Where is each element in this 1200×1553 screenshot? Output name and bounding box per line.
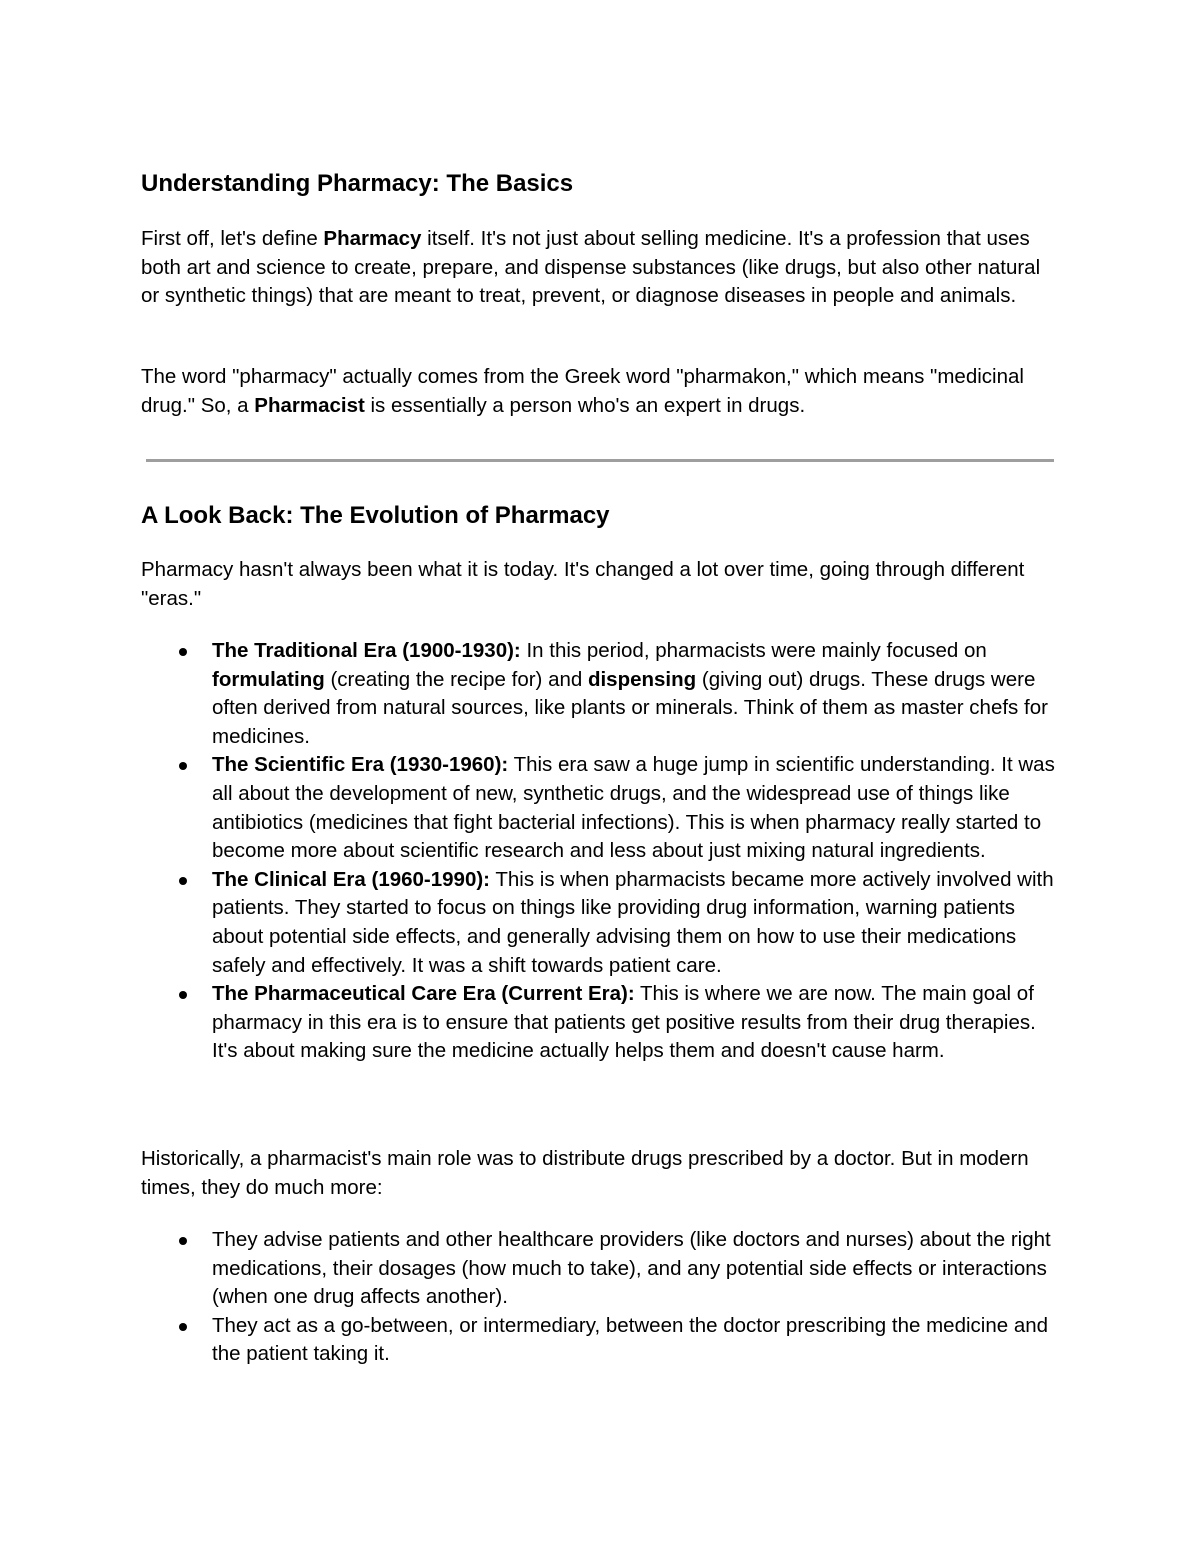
bold-term-pharmacy: Pharmacy <box>323 227 422 250</box>
era-label: The Scientific Era (1930-1960): <box>212 753 509 777</box>
bullet-icon <box>179 648 187 656</box>
roles-list <box>141 1226 1061 1369</box>
list-item-intermediary <box>141 1312 1061 1369</box>
text-run: First off, let's define <box>141 227 324 250</box>
bullet-icon <box>179 1237 187 1245</box>
text-run: This is where we are now. The main goal of pharmacy in this era is to ensure that patients get positive results from their drug therapies. It's about making sure the medicine actually helps them and doesn't cause harm. <box>212 982 1036 1063</box>
horizontal-divider <box>146 459 1054 462</box>
bold-term-formulating: formulating <box>212 667 325 691</box>
text-run: This era saw a huge jump in scientific understanding. It was all about the development of new, synthetic drugs, and the widespread use of things like antibiotics (medicines that fight bacterial infections). This is when pharmacy really started to become more about scientific research and less about just mixing natural ingredients. <box>212 753 1055 863</box>
section-heading-evolution: A Look Back: The Evolution of Pharmacy <box>141 502 610 529</box>
paragraph-historical-role: Historically, a pharmacist's main role was to distribute drugs prescribed by a doctor. But in modern times, they do much more: <box>141 1147 1029 1199</box>
bullet-icon <box>179 762 187 770</box>
text-run: itself. It's not just about selling medicine. It's a profession that uses both art and science to create, prepare, and dispense substances (like drugs, but also other natural or synthetic things) that are meant to treat, prevent, or diagnose diseases in people and animals. <box>141 227 1041 308</box>
list-item-clinical-era <box>141 866 1061 980</box>
text-run: This is when pharmacists became more actively involved with patients. They started to focus on things like providing drug information, warning patients about potential side effects, and generally advising them on how to use their medications safely and effectively. It was a shift towards patient care. <box>212 867 1054 977</box>
text-run: (creating the recipe for) and <box>324 667 588 691</box>
section-heading-basics: Understanding Pharmacy: The Basics <box>141 170 574 197</box>
era-label: The Traditional Era (1900-1930): <box>212 639 521 662</box>
bullet-icon <box>179 991 187 999</box>
text-run: They advise patients and other healthcare providers (like doctors and nurses) about the right medications, their dosages (how much to take), and any potential side effects or interactions (when one drug affects another). <box>212 1228 1051 1309</box>
era-label: The Pharmaceutical Care Era (Current Era): <box>212 982 635 1006</box>
list-item-pharmaceutical-care-era <box>141 980 1061 1066</box>
bold-term-dispensing: dispensing <box>587 667 697 691</box>
paragraph-pharmacy-definition <box>141 225 1061 311</box>
paragraph-word-origin <box>141 363 1061 420</box>
text-run: is essentially a person who's an expert in drugs. <box>364 393 806 417</box>
list-item-traditional-era <box>141 637 1061 751</box>
text-run: (giving out) drugs. These drugs were often derived from natural sources, like plants or minerals. Think of them as master chefs for medicines. <box>212 667 1048 748</box>
text-run: The word "pharmacy" actually comes from the Greek word "pharmakon," which means "medicinal drug." So, a <box>141 365 1024 417</box>
bullet-icon <box>179 877 187 885</box>
era-label: The Clinical Era (1960-1990): <box>212 867 491 891</box>
list-item-advise <box>141 1226 1061 1312</box>
bold-term-pharmacist: Pharmacist <box>254 393 365 417</box>
paragraph-eras-intro: Pharmacy hasn't always been what it is today. It's changed a lot over time, going through different "eras." <box>141 558 1025 610</box>
bullet-icon <box>179 1323 187 1331</box>
list-item-scientific-era <box>141 751 1061 865</box>
text-run: In this period, pharmacists were mainly focused on <box>520 639 987 662</box>
text-run: They act as a go-between, or intermediary, between the doctor prescribing the medicine and the patient taking it. <box>212 1313 1049 1366</box>
eras-list <box>141 637 1061 1066</box>
